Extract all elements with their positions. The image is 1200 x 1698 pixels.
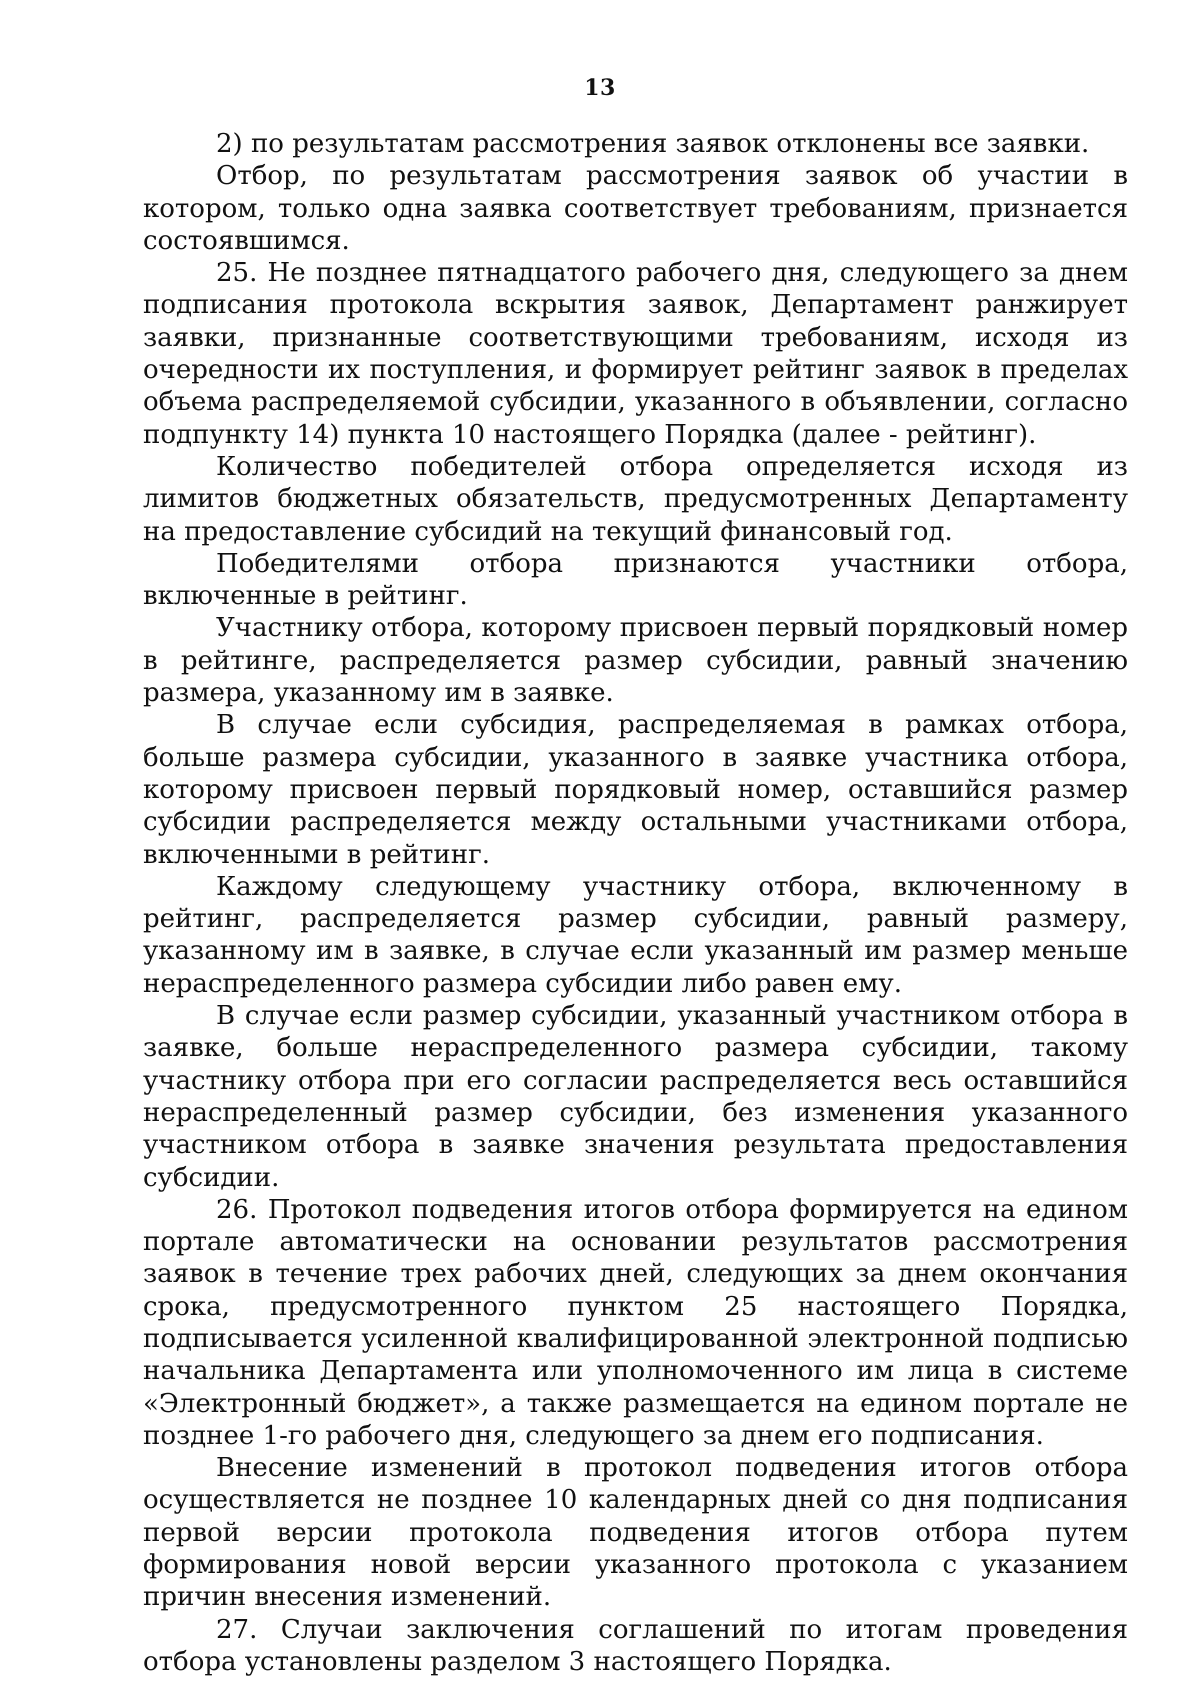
paragraph-4: Количество победителей отбора определяется исходя из лимитов бюджетных обязательств, предусмотренных Департаменту на предоставление субсидий на текущий финансовый год.	[143, 451, 1128, 547]
paragraph-6: Участнику отбора, которому присвоен первый порядковый номер в рейтинге, распределяется размер субсидии, равный значению размера, указанному им в заявке.	[143, 613, 1128, 709]
paragraph-2: Отбор, по результатам рассмотрения заявок об участии в котором, только одна заявка соответствует требованиям, признается состоявшимся.	[143, 161, 1128, 256]
paragraph-9: В случае если размер субсидии, указанный участником отбора в заявке, больше нераспределенного размера субсидии, такому участнику отбора при его согласии распределяется весь оставшийся нераспределенный размер субсидии, без изменения указанного участником отбора в заявке значения результата предоставления субсидии.	[143, 1001, 1128, 1193]
paragraph-8: Каждому следующему участнику отбора, включенному в рейтинг, распределяется размер субсидии, равный размеру, указанному им в заявке, в случае если указанный им размер меньше нераспределенного размера субсидии либо равен ему.	[143, 871, 1128, 999]
paragraph-10: 26. Протокол подведения итогов отбора формируется на едином портале автоматически на основании результатов рассмотрения заявок в течение трех рабочих дней, следующих за днем окончания срока, предусмотренного пунктом 25 настоящего Порядка, подписывается усиленной квалифицированной электронной подписью начальника Департамента или уполномоченного им лица в системе «Электронный бюджет», а также размещается на едином портале не позднее 1-го рабочего дня, следующего за днем его подписания.	[143, 1194, 1128, 1451]
document-body	[143, 128, 1128, 1678]
paragraph-7: В случае если субсидия, распределяемая в рамках отбора, больше размера субсидии, указанного в заявке участника отбора, которому присвоен первый порядковый номер, оставшийся размер субсидии распределяется между остальными участниками отбора, включенными в рейтинг.	[143, 710, 1128, 870]
paragraph-1: 2) по результатам рассмотрения заявок отклонены все заявки.	[216, 129, 1090, 159]
paragraph-5: Победителями отбора признаются участники отбора, включенные в рейтинг.	[143, 548, 1128, 612]
paragraph-12: 27. Случаи заключения соглашений по итогам проведения отбора установлены разделом 3 настоящего Порядка.	[143, 1614, 1128, 1677]
paragraph-3: 25. Не позднее пятнадцатого рабочего дня, следующего за днем подписания протокола вскрытия заявок, Департамент ранжирует заявки, признанные соответствующими требованиям, исходя из очередности их поступления, и формирует рейтинг заявок в пределах объема распределяемой субсидии, указанного в объявлении, согласно подпункту 14) пункта 10 настоящего Порядка (далее - рейтинг).	[143, 258, 1128, 450]
paragraph-11: Внесение изменений в протокол подведения итогов отбора осуществляется не позднее 10 календарных дней со дня подписания первой версии протокола подведения итогов отбора путем формирования новой версии указанного протокола с указанием причин внесения изменений.	[143, 1453, 1128, 1613]
page-number: 13	[584, 75, 616, 101]
